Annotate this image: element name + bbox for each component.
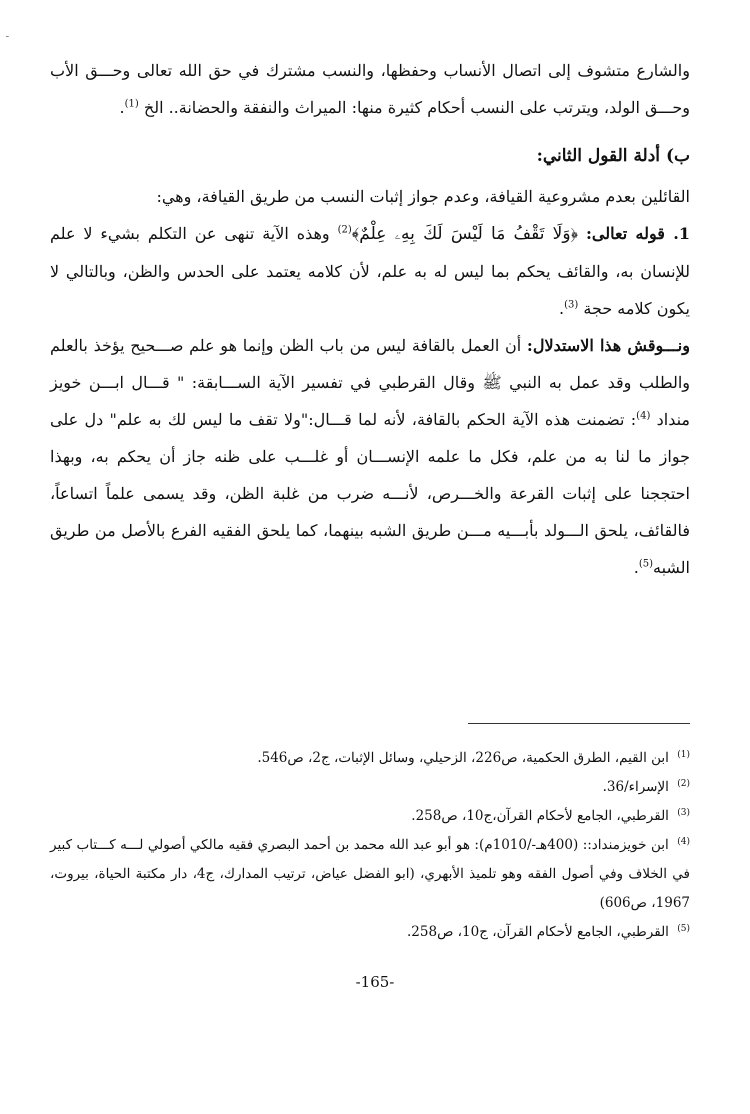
- footnote-text: ابن خويزمنداد:: (400هـ-/1010م): هو أبو عبد الله محمد بن أحمد البصري فقيه مالكي أصولي لـــه كـــتاب كبير في الخلاف وفي أصول الفقه وهو تلميذ الأبهري، (ابو الفضل عياض، ترتيب المدارك، ج4، دار مكتبة الحياة، بيروت، 1967، ص606): [50, 837, 690, 911]
- footnote-number: (3): [677, 807, 690, 818]
- footnote-ref[interactable]: (2): [337, 224, 352, 236]
- evidence-lead: 1. قوله تعالى:: [586, 224, 690, 243]
- paragraph-line: وحـــق الأب وحـــق الولد، ويترتب على النسب أحكام كثيرة منها: الميراث والنفقة: [50, 61, 690, 117]
- footnote-ref[interactable]: (5): [638, 558, 653, 570]
- footnote-item: [50, 802, 690, 831]
- footnote-ref[interactable]: (4): [636, 410, 651, 422]
- footnote-number: (4): [677, 836, 691, 847]
- quran-verse: ﴿وَلَا تَقْفُ مَا لَيْسَ لَكَ بِهِۦ عِلْمٌ﴾: [351, 224, 579, 244]
- paragraph-text: : تضمنت هذه الآية الحكم بالقافة، لأنه لما قـــال:"ولا تقف ما ليس لك به علم" دل على جواز ما لنا به من علم، فكل ما علمه الإنســـان أو غلـــب على ظنه جاز أن يحكم به، وبهذا احتججنا على إثبات القرعة والخـــرص، لأنـــه ضرب من غلبة الظن، وقد يسمى علماً اتساعاً، فالقائف، يلحق الـــولد بأبـــيه مـــن طريق الشبه بينهما، كما يلحق الفقيه الفرع بالأصل من طريق الشبه: [50, 410, 691, 577]
- paragraph-intro: [50, 178, 690, 215]
- footnote-item: [50, 773, 690, 802]
- section-heading: ب) أدلة القول الثاني:: [536, 146, 690, 166]
- paragraph-rebuttal: ونـــوقش هذا الاستدلال: أن العمل بالقافة ليس من باب الظن وإنما هو علم صـــحيح يؤخذ بالعلم والطلب وقد عمل به النبي ﷺ وقال القرطبي في تفسير الآية الســـابقة: " قـــال ابـــن خويز منداد $^{(4)}$: تضمنت هذه الآية الحكم بالقافة، لأنه لما قـــال:"ولا تقف ما ليس لك به علم" دل على جواز ما لنا به من علم، فكل ما علمه الإنســـان أو غلـــب على ظنه جاز أن يحكم به، وبهذا احتججنا على إثبات القرعة والخـــرص، لأنـــه ضرب من غلبة الظن، وقد يسمى علماً اتساعاً، فالقائف، يلحق الـــولد بأبـــيه مـــن طريق الشبه بينهما، كما يلحق الفقيه الفرع بالأصل من طريق الشبه$^{(5)}$.: [50, 336, 691, 577]
- page-number: -165-: [355, 973, 395, 991]
- footnote-item: [50, 918, 690, 947]
- footnote-divider: [468, 723, 690, 724]
- footnote-number: (5): [677, 923, 690, 934]
- footnote-number: (2): [677, 778, 690, 789]
- paragraph-text: وهذه الآية تنهى عن التكلم بشيء لا علم للإنسان به، والقائف يحكم بما ليس له به علم، لأن كلامه يعتمد على الحدس والظن، وبالتالي لا يكون كلامه حجة: [50, 224, 690, 318]
- footnote-item: [50, 831, 690, 918]
- footnote-text: الإسراء/36.: [602, 779, 669, 795]
- footnote-text: ابن القيم، الطرق الحكمية، ص226، الزحيلي، وسائل الإثبات، ج2، ص546.: [257, 750, 669, 766]
- paragraph-text: أن العمل بالقافة ليس من باب الظن وإنما هو علم صـــحيح يؤخذ بالعلم والطلب وقد عمل به النبي ﷺ وقال القرطبي في تفسير الآية الســـابقة: " قـــال ابـــن خويز منداد: [50, 336, 690, 429]
- footnote-ref[interactable]: (1): [124, 98, 139, 110]
- page-body: [50, 52, 690, 586]
- corner-mark: ـ: [6, 30, 9, 40]
- footnote-text: القرطبي، الجامع لأحكام القرآن، ج10، ص258.: [406, 924, 669, 940]
- footnote-text: القرطبي، الجامع لأحكام القرآن،ج10، ص258.: [411, 808, 669, 824]
- footnote-number: (1): [677, 749, 690, 760]
- paragraph-line: والشارع متشوف إلى اتصال الأنساب وحفظها، والنسب مشترك في حق الله تعالى: [136, 61, 690, 80]
- paragraph-text: القائلين بعدم مشروعية القيافة، وعدم جواز إثبات النسب من طريق القيافة، وهي:: [156, 187, 690, 206]
- paragraph-lineage: والشارع متشوف إلى اتصال الأنساب وحفظها، والنسب مشترك في حق الله تعالى وحـــق الأب وحـــق الولد، ويترتب على النسب أحكام كثيرة منها: الميراث والنفقة والحضانة.. الخ $^{(1)}$.: [50, 61, 690, 117]
- footnotes: [50, 744, 690, 947]
- paragraph-line: والحضانة.. الخ: [143, 98, 238, 117]
- paragraph-evidence-1: 1. قوله تعالى: ﴿وَلَا تَقْفُ مَا لَيْسَ لَكَ بِهِۦ عِلْمٌ﴾$^{(2)}$ وهذه الآية تنهى عن التكلم بشيء لا علم للإنسان به، والقائف يحكم بما ليس له به علم، لأن كلامه يعتمد على الحدس والظن، وبالتالي لا يكون كلامه حجة $^{(3)}$.: [50, 224, 690, 318]
- footnote-ref[interactable]: (3): [564, 299, 579, 311]
- rebuttal-lead: ونـــوقش هذا الاستدلال:: [526, 336, 690, 355]
- footnote-item: [50, 744, 690, 773]
